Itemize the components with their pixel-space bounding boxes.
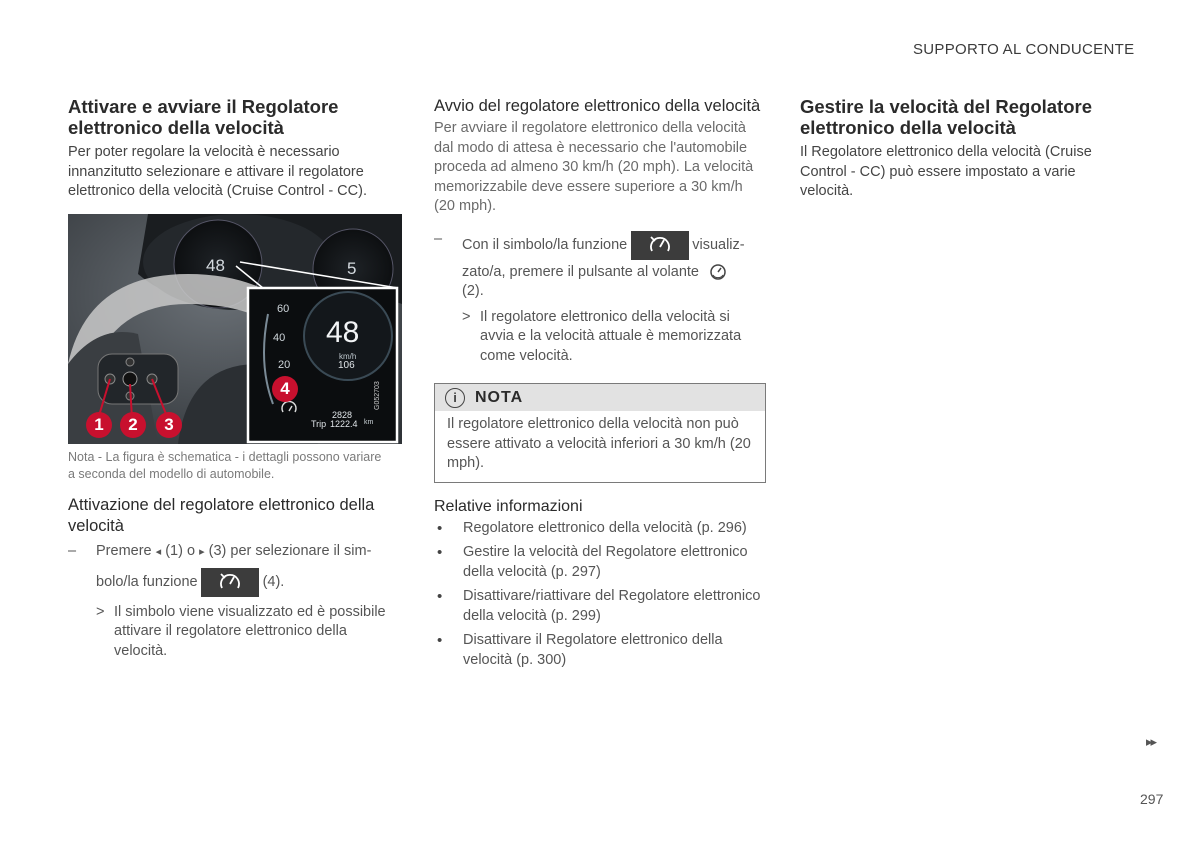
continue-arrows-icon: ▸▸: [1146, 734, 1156, 749]
start-result-text: Il regolatore elettronico della velocità si avvia e la velocità attuale è memorizzata come velocità.: [480, 308, 742, 364]
related-title: Relative informazioni: [434, 497, 583, 515]
inset-trip-label: Trip: [311, 419, 327, 429]
start-result: [462, 308, 766, 367]
step-text-pre: Premere: [96, 543, 152, 559]
column-1-activation: [68, 495, 398, 661]
column-3: [800, 96, 1132, 202]
tick-20: 20: [278, 359, 291, 371]
start-intro: Per avviare il regolatore elettronico della velocità dal modo di attesa è necessario che l'automobile proceda ad almeno 30 km/h (20 mph). La velocità memorizzabile deve essere superiore a 30 km/h (20 mph).: [434, 120, 754, 214]
column-1: [68, 96, 398, 202]
inset-speed-unit: km/h: [339, 352, 357, 361]
page-number: 297: [1140, 791, 1164, 807]
activation-step: [68, 542, 398, 563]
inset-set-speed: 106: [338, 360, 355, 371]
activation-step-line2: [96, 568, 398, 597]
related-link[interactable]: • Disattivare/riattivare del Regolatore elettronico della velocità (p. 299): [434, 587, 766, 626]
right-arrow-icon: ▸: [199, 546, 205, 558]
activation-result: [96, 603, 398, 662]
nota-header: [435, 384, 765, 411]
related-link[interactable]: • Gestire la velocità del Regolatore elettronico della velocità (p. 297): [434, 543, 766, 582]
nota-body: Il regolatore elettronico della velocità non può essere attivato a velocità inferiori a 30 km/h (20 mph).: [447, 416, 751, 471]
intro-paragraph: Per poter regolare la velocità è necessario innanzitutto selezionare e attivare il regolatore elettronico della velocità (Cruise Control - CC).: [68, 144, 367, 199]
column-2: [434, 96, 766, 675]
callout-badge-1: 1: [86, 412, 112, 438]
start-step-line2: [462, 263, 766, 283]
section-header: SUPPORTO AL CONDUCENTE: [913, 41, 1135, 58]
callout-badge-3: 3: [156, 412, 182, 438]
cluster-gear: 5: [347, 259, 357, 278]
left-arrow-icon: ◂: [155, 546, 162, 558]
section-title: Attivare e avviare il Regolatore elettronico della velocità: [68, 96, 339, 138]
callout-badge-4: 4: [272, 376, 298, 402]
related-link[interactable]: • Disattivare il Regolatore elettronico della velocità (p. 300): [434, 631, 766, 670]
nota-title: NOTA: [475, 388, 524, 406]
manage-title: Gestire la velocità del Regolatore elettronico della velocità: [800, 96, 1092, 138]
inset-speed-big: 48: [326, 316, 360, 349]
cruise-control-symbol-icon: [201, 568, 259, 597]
cruise-control-symbol-icon: [631, 231, 689, 260]
steering-wheel-cc-button-icon: [709, 263, 727, 281]
start-step-line1: [434, 231, 766, 260]
step-text-mid1: (1) o: [165, 543, 196, 559]
step-text-mid2: (3) per selezionare il sim-: [208, 543, 372, 559]
nota-box: [434, 383, 766, 483]
dashboard-figure: [68, 214, 402, 444]
related-link[interactable]: • Regolatore elettronico della velocità (p. 296): [434, 519, 766, 539]
inset-trip-unit: km: [364, 419, 374, 426]
manage-paragraph: Il Regolatore elettronico della velocità (Cruise Control - CC) può essere impostato a varie velocità.: [800, 144, 1092, 199]
figure-code: G052703: [374, 381, 381, 410]
activation-step-line1: [96, 542, 371, 563]
step-dash: –: [434, 230, 443, 247]
start-step-text-pre: Con il simbolo/la funzione: [462, 237, 628, 253]
step-text-after: (4).: [262, 574, 285, 590]
result-mark: >: [96, 603, 105, 620]
tick-60: 60: [277, 303, 290, 315]
figure-caption: Nota - La figura è schematica - i dettagli possono variare a seconda del modello di automobile.: [68, 450, 382, 481]
result-text: Il simbolo viene visualizzato ed è possibile attivare il regolatore elettronico della velocità.: [114, 603, 386, 659]
activation-subtitle: Attivazione del regolatore elettronico della velocità: [68, 496, 375, 535]
callout-badge-2: 2: [120, 412, 146, 438]
tick-40: 40: [273, 332, 286, 344]
step-dash: –: [68, 543, 77, 559]
inset-odometer: 2828: [332, 410, 353, 420]
start-subtitle: Avvio del regolatore elettronico della velocità: [434, 97, 761, 115]
info-icon: i: [445, 388, 465, 408]
step-text-line2: bolo/la funzione: [96, 574, 198, 590]
start-step-line3: (2).: [462, 283, 484, 299]
start-step-text-line2: zato/a, premere il pulsante al volante: [462, 263, 699, 280]
start-step-text-post: visualiz-: [692, 237, 745, 253]
related-list: [434, 519, 766, 671]
result-mark: >: [462, 308, 471, 325]
inset-trip-value: 1222.4: [330, 419, 358, 429]
cluster-speed-small: 48: [206, 256, 225, 275]
